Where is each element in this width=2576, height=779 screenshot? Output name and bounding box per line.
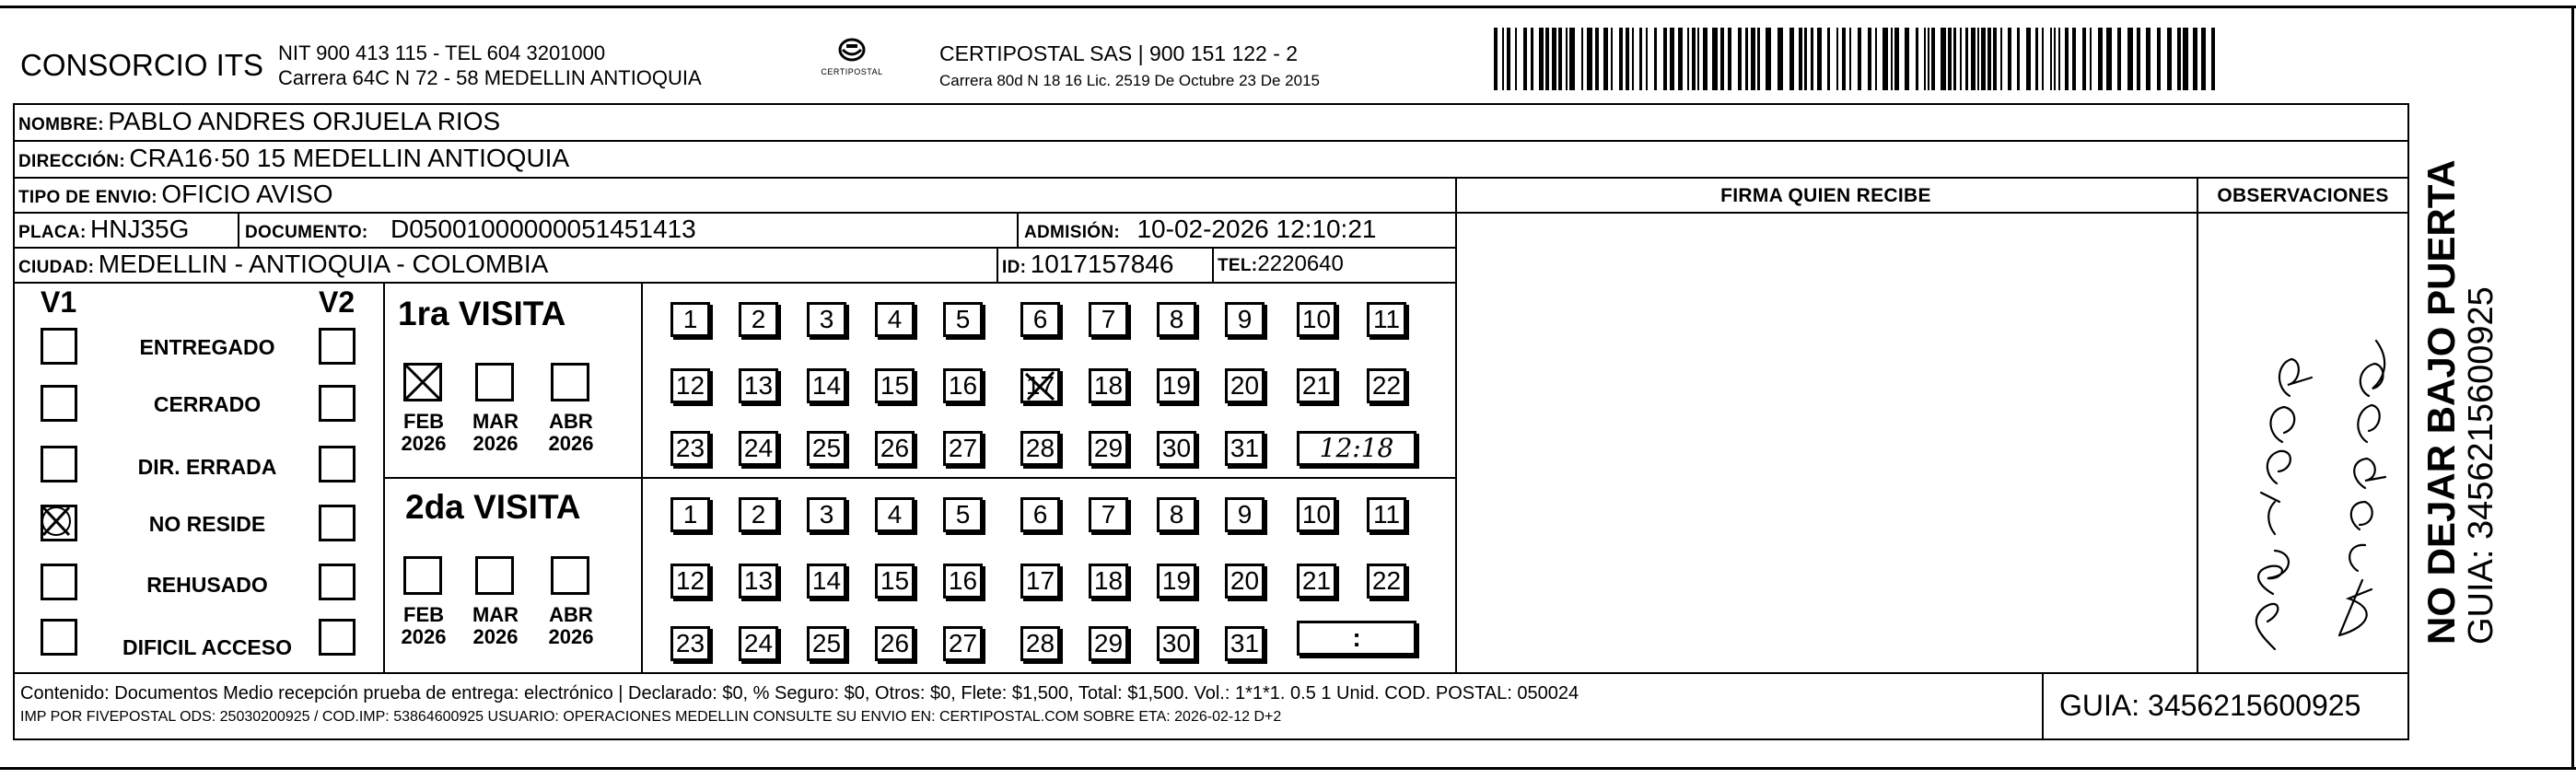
- first-day-3[interactable]: 3: [807, 302, 846, 337]
- first-day-12[interactable]: 12: [670, 368, 710, 403]
- v2-checkbox-no-reside[interactable]: [319, 505, 356, 541]
- first-day-14[interactable]: 14: [807, 368, 846, 403]
- year-label: 2026: [548, 625, 594, 648]
- courier-address: Carrera 80d N 18 16 Lic. 2519 De Octubre 23 De 2015: [939, 72, 1320, 89]
- second-month-abr: [543, 604, 599, 648]
- second-day-13[interactable]: 13: [739, 564, 778, 599]
- first-day-1[interactable]: 1: [670, 302, 710, 337]
- admission-label: ADMISIÓN:: [1024, 223, 1121, 242]
- v2-checkbox-dificil-acceso[interactable]: [319, 619, 356, 656]
- visits-divider: [383, 477, 1457, 479]
- first-month-box-abr[interactable]: [551, 363, 589, 401]
- first-day-28[interactable]: 28: [1020, 431, 1060, 466]
- second-month-box-mar[interactable]: [475, 556, 514, 595]
- month-label: MAR: [472, 603, 519, 626]
- plate-divider: [238, 212, 239, 247]
- document-value: D05001000000051451413: [390, 215, 696, 243]
- v2-checkbox-entregado[interactable]: [319, 328, 356, 365]
- v1-checkbox-rehusado[interactable]: [41, 564, 77, 600]
- logo-icon: [833, 37, 870, 64]
- info-right-line: [2407, 103, 2409, 674]
- side-warning: NO DEJAR BAJO PUERTA: [2419, 159, 2463, 645]
- send-type-label: TIPO DE ENVIO:: [18, 188, 157, 207]
- first-day-19[interactable]: 19: [1157, 368, 1196, 403]
- top-border: [0, 6, 2576, 8]
- second-day-15[interactable]: 15: [875, 564, 915, 599]
- v1-checkbox-entregado[interactable]: [41, 328, 77, 365]
- first-day-8[interactable]: 8: [1157, 302, 1196, 337]
- line-city: [13, 282, 1455, 284]
- year-label: 2026: [401, 432, 447, 455]
- first-day-9[interactable]: 9: [1225, 302, 1265, 337]
- document-row: [245, 215, 696, 244]
- company-name: CONSORCIO ITS: [20, 48, 264, 82]
- first-visit-time[interactable]: [1297, 431, 1416, 466]
- first-day-22[interactable]: 22: [1367, 368, 1406, 403]
- admission-divider: [1017, 212, 1019, 247]
- second-day-22[interactable]: 22: [1367, 564, 1406, 599]
- second-day-8[interactable]: 8: [1157, 497, 1196, 532]
- year-label: 2026: [548, 432, 594, 455]
- second-time-text: :: [1352, 623, 1361, 652]
- check-mark-icon: [1020, 368, 1060, 403]
- second-day-31[interactable]: 31: [1225, 626, 1265, 661]
- second-day-14[interactable]: 14: [807, 564, 846, 599]
- second-day-1[interactable]: 1: [670, 497, 710, 532]
- v1-checkbox-cerrado[interactable]: [41, 385, 77, 422]
- v1-checkbox-no-reside[interactable]: [41, 505, 77, 541]
- footer-guide-divider: [2042, 672, 2044, 740]
- barcode: [1494, 28, 2221, 90]
- admission-row: [1024, 215, 1376, 244]
- logo-text: CERTIPOSTAL: [821, 67, 883, 76]
- first-day-7[interactable]: 7: [1089, 302, 1128, 337]
- first-day-31[interactable]: 31: [1225, 431, 1265, 466]
- tel-label: TEL:: [1218, 256, 1258, 275]
- tel-value: 2220640: [1257, 251, 1344, 276]
- second-day-3[interactable]: 3: [807, 497, 846, 532]
- status-dir-errada: DIR. ERRADA: [137, 455, 277, 479]
- v1-checkbox-dificil-acceso[interactable]: [41, 619, 77, 656]
- first-visit-title: 1ra VISITA: [398, 295, 566, 332]
- status-cerrado: CERRADO: [153, 392, 262, 416]
- admission-value: 10-02-2026 12:10:21: [1136, 215, 1377, 243]
- signature-header: FIRMA QUIEN RECIBE: [1720, 185, 1931, 206]
- courier-info: [939, 41, 1320, 94]
- second-day-24[interactable]: 24: [739, 626, 778, 661]
- second-month-box-feb[interactable]: [403, 556, 442, 595]
- footer-line2: IMP POR FIVEPOSTAL ODS: 25030200925 / COD.IMP: 53864600925 USUARIO: OPERACIONES MEDELLIN CONSULTE SU ENVIO EN: CERTIPOSTAL.COM SOBRE ETA: 2026-02-12 D+2: [20, 709, 1282, 725]
- first-day-29[interactable]: 29: [1089, 431, 1128, 466]
- first-day-15[interactable]: 15: [875, 368, 915, 403]
- month-label: MAR: [472, 410, 519, 433]
- first-day-17[interactable]: 17: [1020, 368, 1060, 403]
- second-day-26[interactable]: 26: [875, 626, 915, 661]
- bottom-border: [0, 767, 2576, 770]
- second-day-2[interactable]: 2: [739, 497, 778, 532]
- second-month-feb: [396, 604, 451, 648]
- observations-left-line: [2197, 177, 2198, 674]
- plate-label: PLACA:: [18, 223, 87, 242]
- barcode-graphic: [1494, 28, 2221, 90]
- month-label: FEB: [403, 410, 444, 433]
- status-no-reside: NO RESIDE: [148, 512, 266, 536]
- second-day-30[interactable]: 30: [1157, 626, 1196, 661]
- first-month-feb: [396, 411, 451, 455]
- second-day-23[interactable]: 23: [670, 626, 710, 661]
- second-visit-time[interactable]: [1297, 621, 1416, 656]
- v1-checkbox-dir-errada[interactable]: [41, 446, 77, 483]
- month-label: ABR: [549, 603, 593, 626]
- v2-checkbox-dir-errada[interactable]: [319, 446, 356, 483]
- first-month-mar: [468, 411, 523, 455]
- second-day-5[interactable]: 5: [943, 497, 983, 532]
- city-label: CIUDAD:: [18, 258, 95, 277]
- second-day-6[interactable]: 6: [1020, 497, 1060, 532]
- first-day-26[interactable]: 26: [875, 431, 915, 466]
- recipient-address: CRA16·50 15 MEDELLIN ANTIOQUIA: [129, 144, 570, 172]
- id-value: 1017157846: [1030, 250, 1174, 278]
- document-label: DOCUMENTO:: [245, 223, 368, 242]
- send-type: OFICIO AVISO: [161, 180, 333, 208]
- signature-left-line: [1455, 177, 1457, 674]
- second-day-18[interactable]: 18: [1089, 564, 1128, 599]
- name-label: NOMBRE:: [18, 115, 104, 134]
- second-day-19[interactable]: 19: [1157, 564, 1196, 599]
- first-day-25[interactable]: 25: [807, 431, 846, 466]
- first-month-abr: [543, 411, 599, 455]
- tel-row: [1218, 251, 1344, 277]
- second-visit-title: 2da VISITA: [405, 488, 581, 526]
- first-day-13[interactable]: 13: [739, 368, 778, 403]
- first-day-10[interactable]: 10: [1297, 302, 1336, 337]
- plate-value: HNJ35G: [90, 215, 190, 243]
- address-row: [18, 144, 569, 173]
- second-day-20[interactable]: 20: [1225, 564, 1265, 599]
- footer-line1: Contenido: Documentos Medio recepción prueba de entrega: electrónico | Declarado: $0, % Seguro: $0, Otros: $0, Flete: $1,500, Total: $1,500. Vol.: 1*1*1. 0.5 1 Unid. COD. POSTAL: 050024: [20, 683, 1579, 703]
- second-day-21[interactable]: 21: [1297, 564, 1336, 599]
- year-label: 2026: [401, 625, 447, 648]
- first-time-text: 12:18: [1319, 433, 1394, 463]
- address-label: DIRECCIÓN:: [18, 152, 125, 171]
- signature-graphic: [2210, 304, 2404, 663]
- second-day-9[interactable]: 9: [1225, 497, 1265, 532]
- footer-top-line: [13, 672, 2409, 674]
- tel-divider: [1212, 247, 1214, 282]
- year-label: 2026: [472, 432, 519, 455]
- second-day-27[interactable]: 27: [943, 626, 983, 661]
- footer-bottom-line: [13, 738, 2409, 740]
- check-mark-icon: [38, 502, 75, 539]
- v2-label: V2: [319, 285, 356, 319]
- year-label: 2026: [472, 625, 519, 648]
- line-address: [13, 177, 2409, 179]
- v1-label: V1: [41, 285, 77, 319]
- recipient-name: PABLO ANDRES ORJUELA RIOS: [108, 107, 501, 135]
- first-day-18[interactable]: 18: [1089, 368, 1128, 403]
- certipostal-logo: [806, 37, 898, 87]
- line-type: [13, 212, 2409, 214]
- first-day-21[interactable]: 21: [1297, 368, 1336, 403]
- second-day-7[interactable]: 7: [1089, 497, 1128, 532]
- type-row: [18, 180, 333, 209]
- first-day-6[interactable]: 6: [1020, 302, 1060, 337]
- second-day-28[interactable]: 28: [1020, 626, 1060, 661]
- month-label: FEB: [403, 603, 444, 626]
- line-plate: [13, 247, 1455, 249]
- info-left-line: [13, 103, 15, 674]
- id-row: [1002, 250, 1173, 279]
- company-nit: NIT 900 413 115 - TEL 604 3201000: [278, 41, 606, 64]
- plate-row: [18, 215, 189, 244]
- first-month-box-mar[interactable]: [475, 363, 514, 401]
- first-day-24[interactable]: 24: [739, 431, 778, 466]
- second-day-25[interactable]: 25: [807, 626, 846, 661]
- observations-header: OBSERVACIONES: [2217, 185, 2389, 206]
- first-day-2[interactable]: 2: [739, 302, 778, 337]
- v2-checkbox-rehusado[interactable]: [319, 564, 356, 600]
- second-month-box-abr[interactable]: [551, 556, 589, 595]
- first-day-30[interactable]: 30: [1157, 431, 1196, 466]
- status-entregado: ENTREGADO: [139, 335, 275, 359]
- first-day-16[interactable]: 16: [943, 368, 983, 403]
- check-mark-icon: [403, 363, 442, 401]
- footer-guide: GUIA: 3456215600925: [2059, 689, 2361, 722]
- v2-checkbox-cerrado[interactable]: [319, 385, 356, 422]
- line-name: [13, 140, 2409, 142]
- status-dificil-acceso: DIFICIL ACCESO: [122, 635, 292, 659]
- second-day-12[interactable]: 12: [670, 564, 710, 599]
- footer-left-line: [13, 672, 15, 740]
- first-day-11[interactable]: 11: [1367, 302, 1406, 337]
- info-top-line: [13, 103, 2409, 105]
- first-day-20[interactable]: 20: [1225, 368, 1265, 403]
- month-label: ABR: [549, 410, 593, 433]
- name-row: [18, 107, 500, 136]
- second-day-16[interactable]: 16: [943, 564, 983, 599]
- second-month-mar: [468, 604, 523, 648]
- second-day-29[interactable]: 29: [1089, 626, 1128, 661]
- company-info: [278, 41, 702, 90]
- months-right-line: [641, 282, 643, 674]
- first-day-5[interactable]: 5: [943, 302, 983, 337]
- status-rehusado: REHUSADO: [146, 573, 268, 597]
- second-day-11[interactable]: 11: [1367, 497, 1406, 532]
- id-label: ID:: [1002, 258, 1027, 277]
- side-guide: GUIA: 3456215600925: [2462, 286, 2500, 645]
- courier-name: CERTIPOSTAL SAS | 900 151 122 - 2: [939, 41, 1299, 65]
- handwritten-signature: [2210, 304, 2404, 663]
- right-border: [2571, 6, 2574, 770]
- second-day-17[interactable]: 17: [1020, 564, 1060, 599]
- company-address: Carrera 64C N 72 - 58 MEDELLIN ANTIOQUIA: [278, 66, 702, 89]
- first-day-4[interactable]: 4: [875, 302, 915, 337]
- id-divider: [997, 247, 998, 282]
- second-day-10[interactable]: 10: [1297, 497, 1336, 532]
- first-month-box-feb[interactable]: [403, 363, 442, 401]
- first-day-23[interactable]: 23: [670, 431, 710, 466]
- second-day-4[interactable]: 4: [875, 497, 915, 532]
- first-day-27[interactable]: 27: [943, 431, 983, 466]
- city-value: MEDELLIN - ANTIOQUIA - COLOMBIA: [98, 250, 549, 278]
- city-row: [18, 250, 548, 279]
- footer-right-line: [2407, 672, 2409, 740]
